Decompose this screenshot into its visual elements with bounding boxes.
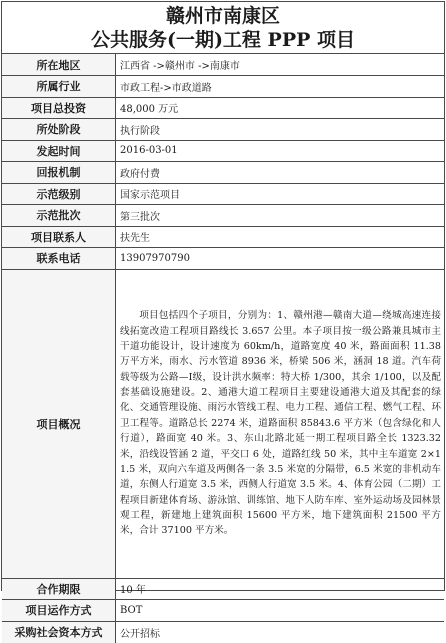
- row-label: 回报机制: [2, 162, 116, 184]
- title-line-2: 公共服务(一期)工程 PPP 项目: [90, 29, 356, 51]
- row-cooperation-period: [2, 578, 444, 600]
- row-value: 扶先生: [116, 226, 445, 248]
- row-label: 发起时间: [2, 140, 116, 162]
- row-label: 示范批次: [2, 205, 116, 227]
- row-demo-batch: [2, 205, 444, 227]
- row-label: 所处阶段: [2, 119, 116, 141]
- row-label: 联系电话: [2, 248, 116, 270]
- row-demo-level: [2, 183, 444, 205]
- row-return-mechanism: [2, 162, 444, 184]
- row-value: 执行阶段: [116, 119, 445, 141]
- row-value: 2016-03-01: [116, 140, 445, 162]
- row-label: 合作期限: [2, 578, 116, 600]
- row-label: 所在地区: [2, 54, 116, 76]
- row-value: 国家示范项目: [116, 183, 445, 205]
- row-overview: [2, 269, 444, 578]
- row-operation-mode: [2, 600, 444, 622]
- row-label: 采购社会资本方式: [2, 621, 116, 643]
- row-value: 10 年: [116, 578, 445, 600]
- row-label: 项目总投资: [2, 97, 116, 119]
- row-value: 公开招标: [116, 621, 445, 643]
- row-region: [2, 54, 444, 76]
- project-info-sheet: [1, 1, 445, 640]
- row-label: 项目联系人: [2, 226, 116, 248]
- overview-text: 项目包括四个子项目，分别为：1、赣州港—赣南大道—绕城高速连接线拓宽改造工程项目路线长 3.657 公里。本子项目按一级公路兼具城市主干道功能设计，设计速度为 60km/h，道路宽度 40 米，路面面积 11.38 万平方米，雨水、污水管道 8936 米，桥梁 506 米，涵洞 18 道。汽车荷载等级为公路—Ⅰ级，设计洪水频率：特大桥 1/300，其余 1/100，以及配套基础设施建设。2、通港大道工程项目主要建设通港大道及其配套的绿化、交通管理设施、雨污水管线工程、电力工程、通信工程、燃气工程、环卫工程等。道路总长 2274 米，道路面积 85843.6 平方米（包含绿化和人行道），路面宽 40 米。3、东山北路北延一期工程项目路全长 1323.32 米，沿线设管涵 2 道，平交口 6 处，道路红线 50 米，其中主车道宽 2×11.5 米，双向六车道及两侧各一条 3.5 米宽的分隔带，6.5 米宽的非机动车道，东侧人行道宽 3.5 米，西侧人行道宽 3.5 米。4、体育公园（二期）工程项目新建体育场、游泳馆、训练馆、地下人防车库、室外运动场及园林景观工程，新建地上建筑面积 15600 平方米，地下建筑面积 21500 平方米，合计 37100 平方米。: [116, 269, 445, 578]
- document-title: [2, 2, 444, 54]
- row-value: 第三批次: [116, 205, 445, 227]
- row-value: 江西省 ->赣州市 ->南康市: [116, 54, 445, 76]
- row-value: BOT: [116, 600, 445, 622]
- row-label: 示范级别: [2, 183, 116, 205]
- row-label: 所属行业: [2, 76, 116, 98]
- row-label: 项目概况: [2, 269, 116, 578]
- row-procurement-method: [2, 621, 444, 643]
- row-value: 48,000 万元: [116, 97, 445, 119]
- row-total-investment: [2, 97, 444, 119]
- row-start-date: [2, 140, 444, 162]
- row-value: 13907970790: [116, 248, 445, 270]
- row-label: 项目运作方式: [2, 600, 116, 622]
- row-value: 市政工程->市政道路: [116, 76, 445, 98]
- row-stage: [2, 119, 444, 141]
- row-industry: [2, 76, 444, 98]
- project-info-table: [2, 54, 444, 643]
- row-value: 政府付费: [116, 162, 445, 184]
- title-line-1: 赣州市南康区: [165, 5, 280, 27]
- row-contact-phone: [2, 248, 444, 270]
- row-contact-person: [2, 226, 444, 248]
